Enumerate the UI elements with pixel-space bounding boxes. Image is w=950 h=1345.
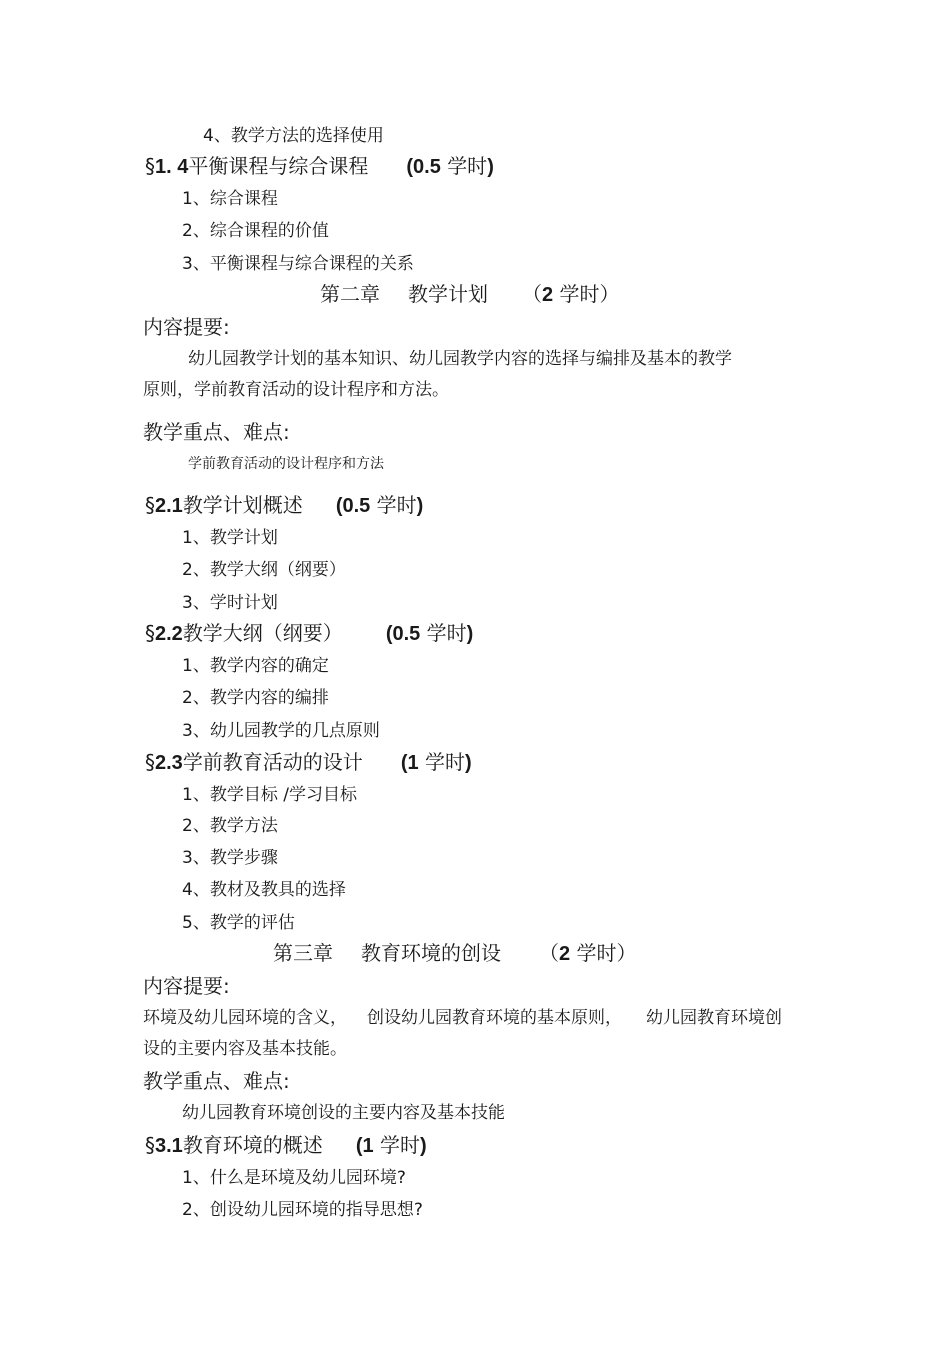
section-number: 1. 4 — [155, 156, 189, 178]
chapter-heading-2 — [320, 284, 619, 305]
list-item: 2、教学内容的编排 — [182, 688, 329, 708]
chapter-hours-unit: 学时） — [576, 941, 637, 965]
summary-text: 幼儿园教学计划的基本知识、幼儿园教学内容的选择与编排及基本的教学 — [188, 349, 732, 369]
section-title: 教育环境的概述 — [182, 1133, 323, 1157]
section-hours-close: ) — [464, 752, 472, 774]
summary-heading: 内容提要: — [143, 974, 230, 998]
list-item: 3、平衡课程与综合课程的关系 — [182, 254, 414, 274]
list-item: 1、综合课程 — [182, 189, 278, 209]
section-hours: (1 — [400, 752, 419, 774]
list-item: 1、教学目标 /学习目标 — [182, 785, 357, 805]
list-item: 2、综合课程的价值 — [182, 221, 329, 241]
summary-heading: 内容提要: — [143, 315, 230, 339]
list-item: 1、什么是环境及幼儿园环境? — [182, 1168, 406, 1188]
section-title: 教学大纲（纲要） — [182, 621, 343, 645]
section-hours: (0.5 — [335, 495, 371, 517]
section-heading-2-2 — [145, 623, 473, 644]
list-item: 5、教学的评估 — [182, 913, 295, 933]
section-hours-unit: 学时 — [379, 1133, 420, 1157]
section-hours: (0.5 — [406, 156, 441, 178]
list-item: 1、教学计划 — [182, 528, 278, 548]
section-symbol: § — [145, 493, 155, 517]
summary-text: 设的主要内容及基本技能。 — [143, 1039, 347, 1059]
list-item: 2、创设幼儿园环境的指导思想? — [182, 1200, 423, 1220]
section-hours-unit: 学时 — [426, 621, 467, 645]
chapter-hours-num: 2 — [559, 943, 571, 965]
list-item: 4、教学方法的选择使用 — [203, 126, 384, 146]
list-item: 3、教学步骤 — [182, 848, 278, 868]
section-symbol: § — [145, 750, 155, 774]
list-item: 2、教学方法 — [182, 816, 278, 836]
list-item: 1、教学内容的确定 — [182, 656, 329, 676]
section-number: 2.2 — [155, 623, 183, 645]
list-item: 3、幼儿园教学的几点原则 — [182, 721, 380, 741]
section-title: 教学计划概述 — [182, 493, 303, 517]
section-hours: (1 — [355, 1135, 374, 1157]
key-points-heading: 教学重点、难点: — [143, 420, 290, 444]
section-number: 3.1 — [155, 1135, 183, 1157]
section-title: 学前教育活动的设计 — [182, 750, 363, 774]
section-number: 2.3 — [155, 752, 183, 774]
chapter-title: 教育环境的创设 — [361, 941, 501, 965]
section-symbol: § — [145, 621, 155, 645]
list-item: 3、学时计划 — [182, 593, 278, 613]
section-hours: (0.5 — [385, 623, 421, 645]
list-item: 4、教材及教具的选择 — [182, 880, 346, 900]
chapter-number: 第三章 — [273, 941, 333, 965]
section-hours-unit: 学时 — [424, 750, 465, 774]
section-symbol: § — [145, 1133, 155, 1157]
chapter-hours-open: （ — [522, 282, 542, 306]
summary-text: 原则，学前教育活动的设计程序和方法。 — [143, 380, 449, 400]
key-points-heading: 教学重点、难点: — [143, 1069, 290, 1093]
chapter-heading-3 — [273, 943, 636, 964]
chapter-title: 教学计划 — [408, 282, 488, 306]
list-item: 2、教学大纲（纲要） — [182, 560, 346, 580]
chapter-hours-num: 2 — [542, 284, 554, 306]
section-hours-unit: 学时 — [376, 493, 417, 517]
chapter-hours-open: （ — [539, 941, 559, 965]
chapter-hours-unit: 学时） — [559, 282, 620, 306]
section-hours-close: ) — [419, 1135, 427, 1157]
section-title: 平衡课程与综合课程 — [188, 154, 369, 178]
chapter-number: 第二章 — [320, 282, 380, 306]
section-heading-2-1 — [145, 495, 423, 516]
section-symbol: § — [145, 154, 155, 178]
section-number: 2.1 — [155, 495, 183, 517]
key-points-text: 学前教育活动的设计程序和方法 — [188, 456, 384, 472]
summary-text: 环境及幼儿园环境的含义， 创设幼儿园教育环境的基本原则， 幼儿园教育环境创 — [143, 1008, 782, 1028]
section-hours-unit: 学时 — [447, 154, 488, 178]
section-heading-2-3 — [145, 752, 472, 773]
section-hours-close: ) — [466, 623, 474, 645]
key-points-text: 幼儿园教育环境创设的主要内容及基本技能 — [182, 1103, 505, 1123]
section-hours-close: ) — [487, 156, 494, 178]
section-heading-3-1 — [145, 1135, 427, 1156]
section-heading-1-4 — [145, 156, 494, 177]
section-hours-close: ) — [416, 495, 424, 517]
